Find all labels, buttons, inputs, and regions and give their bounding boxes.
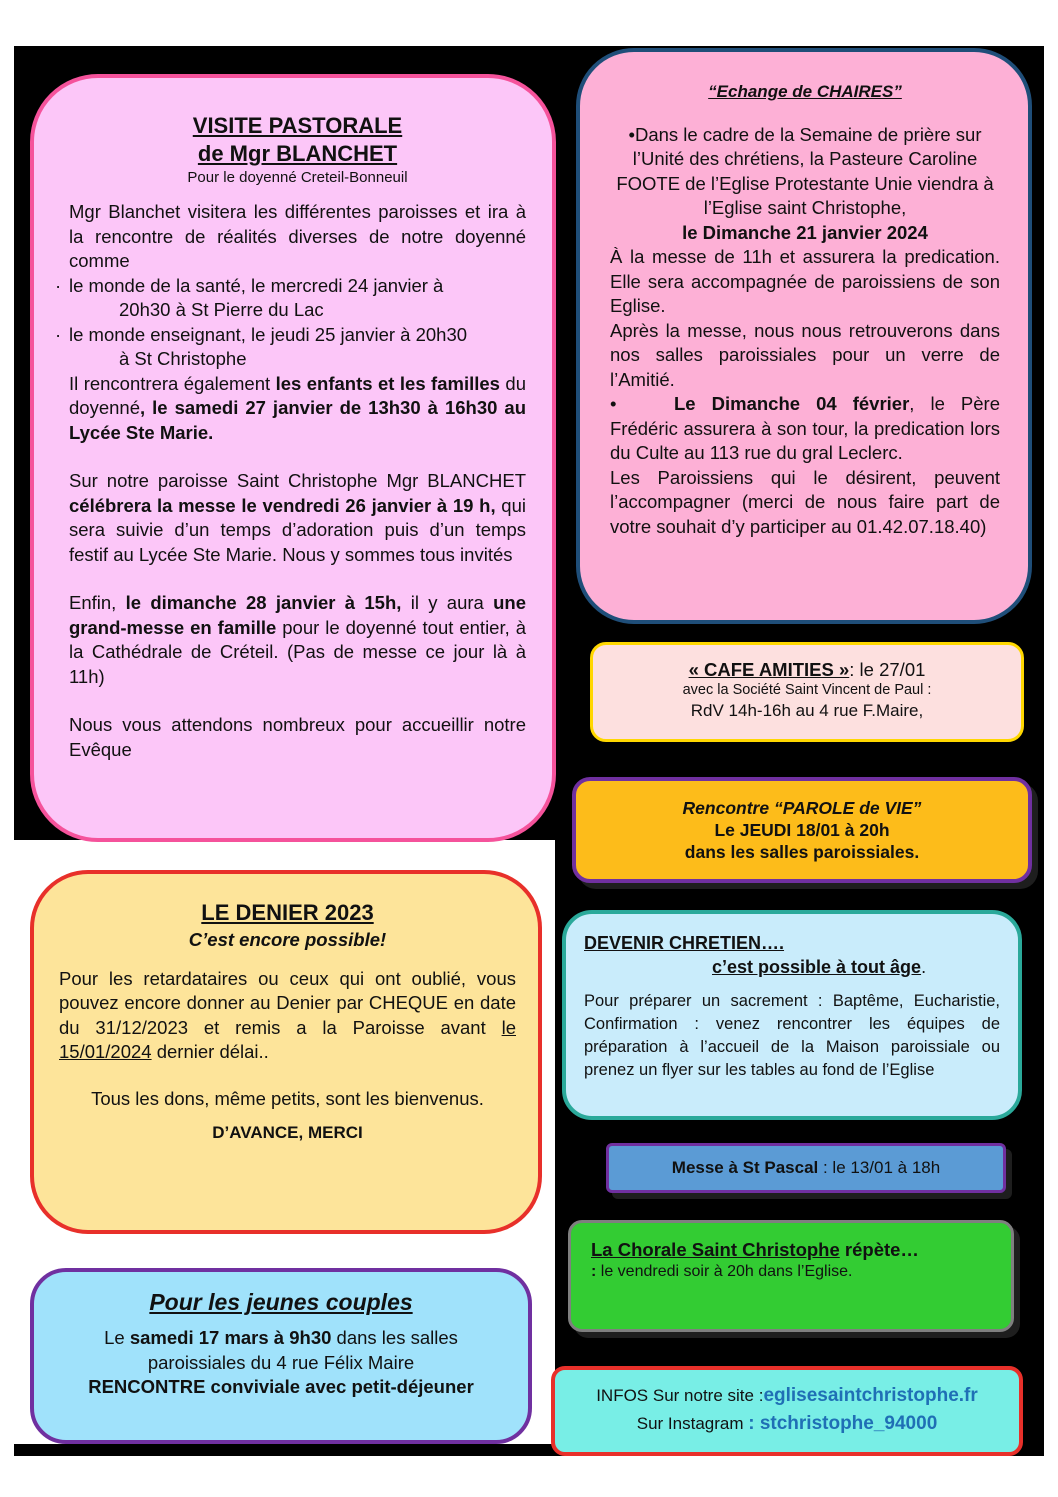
chaires-date-1: le Dimanche 21 janvier 2024 [682,221,928,243]
cafe-line-1: « CAFE AMITIES »: le 27/01 [688,659,926,680]
devenir-body: Pour préparer un sacrement : Baptême, Eucharistie, Confirmation : venez rencontrer les équipes de préparation à l’accueil de la Maison paroissiale ou prenez un flyer sur les tables au fond de l’Eglise [584,992,1000,1079]
denier-paragraph-2: Tous les dons, même petits, sont les bienvenus. [91,1087,484,1109]
jeunes-couples-box [30,1268,532,1444]
chaires-paragraph-2: Après la messe, nous nous retrouverons dans nos salles paroissiales pour un verre de l’Amitié. [610,319,1000,390]
visite-paragraph-3: Sur notre paroisse Saint Christophe Mgr BLANCHET célébrera la messe le vendredi 26 janvier à 19 h, qui sera suivie d’un temps d’adoration puis d’un temps festif au Lycée Ste Marie. Nous y sommes tous invités [69,470,526,565]
parole-title: Rencontre “PAROLE de VIE” [682,798,922,818]
bullet-marker: · [55,274,62,296]
parole-line-2: Le JEUDI 18/01 à 20h [714,820,890,840]
messe-st-pascal-box [606,1143,1006,1193]
couples-paragraph: Le samedi 17 mars à 9h30 dans les salles paroissiales du 4 rue Félix Maire [104,1327,458,1373]
chaires-paragraph-1: À la messe de 11h et assurera la predication. Elle sera accompagnée de paroissiens de son Eglise. [610,246,1000,316]
devenir-title-2: c’est possible à tout âge. [712,957,927,977]
devenir-chretien-box [562,910,1022,1120]
infos-box [551,1366,1023,1456]
cafe-amities-box [590,642,1024,742]
visite-intro: Mgr Blanchet visitera les différentes paroisses et ira à la rencontre de réalités diverses de notre doyenné comme [69,201,526,271]
denier-paragraph-1: Pour les retardataires ou ceux qui ont oublié, vous pouvez encore donner au Denier par CHEQUE en date du 31/12/2023 et remis a la Paroisse avant le 15/01/2024 dernier délai.. [59,967,516,1062]
chorale-title: La Chorale Saint Christophe répète… [591,1239,919,1260]
denier-box [30,870,542,1234]
chorale-body: : le vendredi soir à 20h dans l’Eglise. [591,1263,853,1280]
bullet-marker: · [55,323,62,345]
echange-chaires-box [576,48,1032,624]
chorale-box [568,1220,1014,1332]
denier-thanks: D’AVANCE, MERCI [212,1123,363,1142]
chaires-bullet-1: •Dans le cadre de la Semaine de prière sur l’Unité des chrétiens, la Pasteure Caroline FOOTE de l’Eglise Protestante Unie viendra à l’Eglise saint Christophe, [616,123,994,218]
visite-subtitle: Pour le doyenné Creteil-Bonneuil [187,169,408,186]
chaires-paragraph-3: • Le Dimanche 04 février, le Père Frédéric assurera à son tour, la predication lors du Culte au 113 rue du gral Leclerc. [610,393,1000,463]
parole-line-3: dans les salles paroissiales. [684,842,920,862]
visite-paragraph-2: Il rencontrera également les enfants et les familles du doyenné, le samedi 27 janvier de 13h30 à 16h30 au Lycée Ste Marie. [69,372,526,443]
infos-site-line: INFOS Sur notre site :eglisesaintchristophe.fr [596,1385,978,1406]
visite-pastorale-box [30,74,556,842]
site-link[interactable]: eglisesaintchristophe.fr [763,1385,978,1406]
visite-title-1: VISITE PASTORALE [192,113,403,138]
pascal-line: Messe à St Pascal : le 13/01 à 18h [671,1158,941,1177]
bullet-marker: • [628,123,635,145]
chaires-paragraph-4: Les Paroissiens qui le désirent, peuvent l’accompagner (merci de nous faire part de votre souhait d’y participer au 01.42.07.18.40) [610,466,1000,537]
parole-de-vie-box [572,777,1032,883]
visite-paragraph-4: Enfin, le dimanche 28 janvier à 15h, il y aura une grand-messe en famille pour le doyenné tout entier, à la Cathédrale de Créteil. (Pas de messe ce jour là à 11h) [69,592,526,687]
visite-title-2: de Mgr BLANCHET [197,141,398,166]
instagram-link[interactable]: : stchristophe_94000 [748,1413,938,1434]
visite-bullet-1: · le monde de la santé, le mercredi 24 janvier à 20h30 à St Pierre du Lac [55,274,444,320]
visite-paragraph-5: Nous vous attendons nombreux pour accueillir notre Evêque [69,714,526,760]
couples-title: Pour les jeunes couples [149,1289,413,1315]
couples-rencontre: RENCONTRE conviviale avec petit-déjeuner [88,1376,474,1397]
infos-instagram-line: Sur Instagram : stchristophe_94000 [636,1413,938,1434]
denier-title: LE DENIER 2023 [201,900,374,925]
cafe-line-3: RdV 14h-16h au 4 rue F.Maire, [690,701,924,720]
cafe-line-2: avec la Société Saint Vincent de Paul : [682,682,932,698]
bullet-marker: • [610,393,617,414]
devenir-title-1: DEVENIR CHRETIEN…. [584,933,785,953]
chaires-title: “Echange de CHAIRES” [708,82,902,101]
visite-bullet-2: · le monde enseignant, le jeudi 25 janvier à 20h30 à St Christophe [55,323,468,369]
denier-subtitle: C’est encore possible! [188,929,387,950]
